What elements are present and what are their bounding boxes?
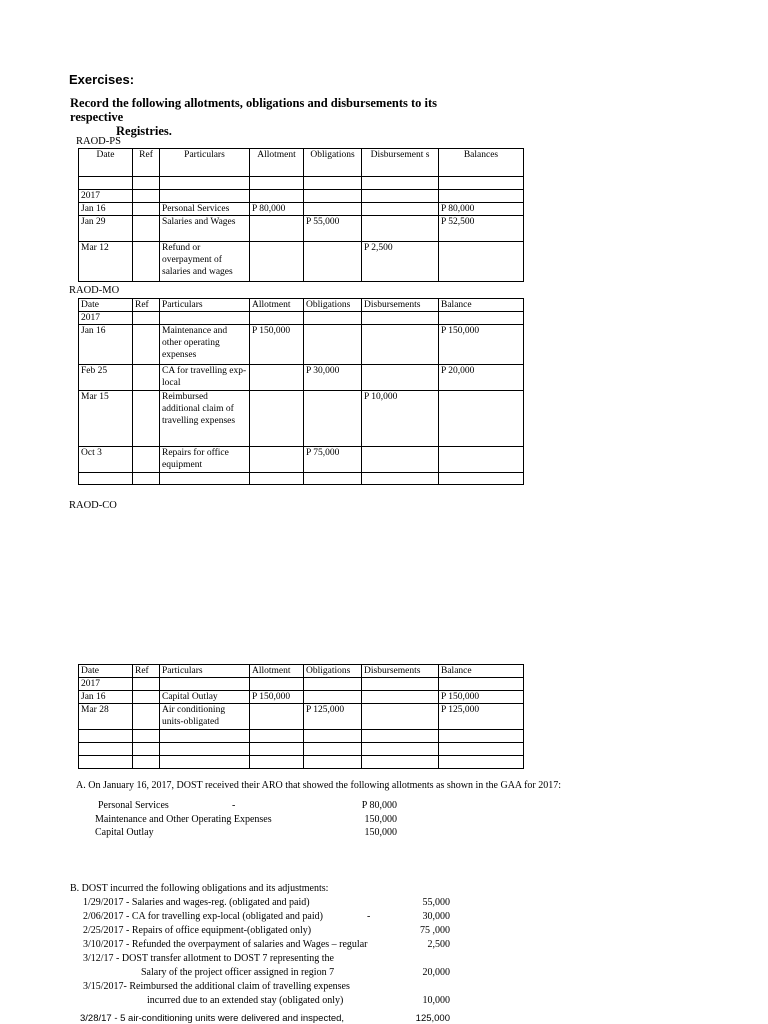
table-row: [79, 756, 524, 769]
allotment-label: Personal Services: [98, 800, 169, 811]
obligation-amount: 2,500: [427, 939, 450, 950]
allotment-amount: P 80,000: [361, 800, 397, 811]
table-row: [79, 177, 524, 190]
header-ref: Ref: [133, 299, 160, 312]
cell-obligations: [304, 391, 362, 447]
cell-ref: [133, 691, 160, 704]
table-row: [79, 312, 524, 325]
obligation-entry: 3/15/2017- Reimbursed the additional claim of travelling expenses: [83, 981, 350, 992]
cell-ref: [133, 216, 160, 242]
cell-date: 2017: [79, 312, 133, 325]
cell-date: [79, 756, 133, 769]
cell-allotment: [250, 743, 304, 756]
cell-obligations: [304, 325, 362, 365]
cell-obligations: [304, 190, 362, 203]
raod-mo-table: [78, 298, 524, 485]
header-obligations: Obligations: [304, 149, 362, 177]
cell-particulars: [160, 190, 250, 203]
table-row: [79, 730, 524, 743]
cell-disbursements: [362, 216, 439, 242]
header-balance: Balance: [439, 665, 524, 678]
obligation-entry: 2/06/2017 - CA for travelling exp-local (obligated and paid): [83, 911, 323, 922]
cell-disbursements: [362, 177, 439, 190]
instruction-line-2: Registries.: [116, 124, 172, 138]
cell-date: 2017: [79, 678, 133, 691]
cell-ref: [133, 312, 160, 325]
cell-date: Jan 16: [79, 203, 133, 216]
cell-balance: [439, 447, 524, 473]
cell-obligations: [304, 678, 362, 691]
cell-allotment: P 150,000: [250, 691, 304, 704]
cell-ref: [133, 203, 160, 216]
cell-date: Jan 29: [79, 216, 133, 242]
obligation-entry: 3/10/2017 - Refunded the overpayment of salaries and Wages – regular: [83, 939, 368, 950]
cell-allotment: [250, 216, 304, 242]
cell-ref: [133, 177, 160, 190]
cell-disbursements: P 10,000: [362, 391, 439, 447]
table-row: [79, 325, 524, 365]
cell-particulars: Maintenance and other operating expenses: [160, 325, 250, 365]
cell-disbursements: [362, 704, 439, 730]
cell-particulars: Reimbursed additional claim of travelling expenses: [160, 391, 250, 447]
cell-particulars: Repairs for office equipment: [160, 447, 250, 473]
cell-allotment: [250, 730, 304, 743]
header-disbursements: Disbursements: [362, 299, 439, 312]
cell-date: Jan 16: [79, 691, 133, 704]
table-row: [79, 203, 524, 216]
obligation-amount: 10,000: [422, 995, 450, 1006]
cell-balance: P 20,000: [439, 365, 524, 391]
header-disbursements: Disbursements: [362, 665, 439, 678]
cell-allotment: [250, 365, 304, 391]
cell-obligations: P 125,000: [304, 704, 362, 730]
cell-balance: [439, 190, 524, 203]
cell-disbursements: [362, 190, 439, 203]
cell-ref: [133, 678, 160, 691]
cell-allotment: [250, 447, 304, 473]
cell-particulars: Refund or overpayment of salaries and wages: [160, 242, 250, 282]
cell-obligations: [304, 756, 362, 769]
obligation-entry: 1/29/2017 - Salaries and wages-reg. (obligated and paid): [83, 897, 310, 908]
cell-disbursements: [362, 756, 439, 769]
cell-disbursements: [362, 730, 439, 743]
raod-ps-label: RAOD-PS: [76, 136, 121, 147]
cell-particulars: Air conditioning units-obligated: [160, 704, 250, 730]
cell-particulars: Personal Services: [160, 203, 250, 216]
table-row: [79, 365, 524, 391]
instruction-text: [70, 96, 490, 138]
cell-allotment: P 150,000: [250, 325, 304, 365]
obligation-dash: -: [367, 911, 371, 922]
header-ref: Ref: [133, 665, 160, 678]
cell-disbursements: [362, 743, 439, 756]
raod-co-label: RAOD-CO: [69, 500, 117, 511]
cell-allotment: [250, 312, 304, 325]
cell-balance: [439, 678, 524, 691]
cell-obligations: P 75,000: [304, 447, 362, 473]
cell-particulars: Salaries and Wages: [160, 216, 250, 242]
cell-balance: [439, 743, 524, 756]
table-row: [79, 190, 524, 203]
table-row: [79, 242, 524, 282]
cell-allotment: [250, 242, 304, 282]
cell-obligations: [304, 177, 362, 190]
cell-balance: [439, 730, 524, 743]
header-date: Date: [79, 149, 133, 177]
table-row: [79, 473, 524, 485]
cell-disbursements: [362, 325, 439, 365]
table-row: [79, 704, 524, 730]
cell-allotment: P 80,000: [250, 203, 304, 216]
header-obligations: Obligations: [304, 665, 362, 678]
obligation-amount: 20,000: [422, 967, 450, 978]
table-row: [79, 678, 524, 691]
header-disbursements: Disbursement s: [362, 149, 439, 177]
cell-balance: [439, 473, 524, 485]
cell-date: [79, 743, 133, 756]
cell-ref: [133, 743, 160, 756]
cell-particulars: [160, 730, 250, 743]
raod-ps-table: [78, 148, 524, 282]
table-row: [79, 216, 524, 242]
cell-ref: [133, 473, 160, 485]
cell-obligations: [304, 743, 362, 756]
cell-ref: [133, 242, 160, 282]
header-particulars: Particulars: [160, 299, 250, 312]
exercises-heading: Exercises:: [69, 72, 135, 87]
cell-balance: P 150,000: [439, 325, 524, 365]
table-row: [79, 691, 524, 704]
cell-particulars: Capital Outlay: [160, 691, 250, 704]
cell-particulars: [160, 177, 250, 190]
allotment-amount: 150,000: [364, 827, 397, 838]
section-b-text: B. DOST incurred the following obligations and its adjustments:: [70, 883, 329, 894]
cell-ref: [133, 756, 160, 769]
header-particulars: Particulars: [160, 149, 250, 177]
cell-particulars: [160, 743, 250, 756]
cell-particulars: [160, 312, 250, 325]
cell-date: 2017: [79, 190, 133, 203]
raod-mo-label: RAOD-MO: [69, 285, 120, 296]
cell-ref: [133, 190, 160, 203]
cell-balance: P 52,500: [439, 216, 524, 242]
obligation-entry-continued: incurred due to an extended stay (obligated only): [147, 995, 344, 1006]
cell-allotment: [250, 678, 304, 691]
allotment-dash: -: [232, 800, 236, 811]
cell-date: Mar 28: [79, 704, 133, 730]
obligation-entry: 3/12/17 - DOST transfer allotment to DOST 7 representing the: [83, 953, 334, 964]
section-a-text: A. On January 16, 2017, DOST received their ARO that showed the following allotments as shown in the GAA for 2017:: [76, 780, 562, 791]
table-row: [79, 391, 524, 447]
cell-balance: P 150,000: [439, 691, 524, 704]
cell-disbursements: P 2,500: [362, 242, 439, 282]
cell-date: [79, 473, 133, 485]
allotment-amount: 150,000: [364, 814, 397, 825]
header-date: Date: [79, 665, 133, 678]
instruction-line-1: Record the following allotments, obligations and disbursements to its respective: [70, 96, 438, 124]
cell-ref: [133, 325, 160, 365]
header-allotment: Allotment: [250, 299, 304, 312]
header-balance: Balance: [439, 299, 524, 312]
cell-disbursements: [362, 365, 439, 391]
obligation-entry: 2/25/2017 - Repairs of office equipment-(obligated only): [83, 925, 312, 936]
cell-balance: [439, 242, 524, 282]
cell-date: Oct 3: [79, 447, 133, 473]
table-row: [79, 743, 524, 756]
cell-disbursements: [362, 691, 439, 704]
cell-obligations: [304, 312, 362, 325]
obligation-entry-continued: Salary of the project officer assigned in region 7: [141, 967, 335, 978]
cell-balance: [439, 756, 524, 769]
cell-particulars: CA for travelling exp-local: [160, 365, 250, 391]
cell-allotment: [250, 473, 304, 485]
cell-disbursements: [362, 203, 439, 216]
table-row: [79, 447, 524, 473]
cell-disbursements: [362, 473, 439, 485]
cell-balance: P 80,000: [439, 203, 524, 216]
cell-date: Mar 15: [79, 391, 133, 447]
header-obligations: Obligations: [304, 299, 362, 312]
obligation-amount: 30,000: [422, 911, 450, 922]
cell-obligations: [304, 203, 362, 216]
cell-allotment: [250, 391, 304, 447]
header-particulars: Particulars: [160, 665, 250, 678]
allotment-label: Maintenance and Other Operating Expenses: [95, 814, 272, 825]
header-allotment: Allotment: [250, 149, 304, 177]
cell-date: Mar 12: [79, 242, 133, 282]
obligation-amount: 55,000: [422, 897, 450, 908]
header-allotment: Allotment: [250, 665, 304, 678]
header-date: Date: [79, 299, 133, 312]
allotment-label: Capital Outlay: [95, 827, 154, 838]
cell-particulars: [160, 756, 250, 769]
obligation-amount: 125,000: [415, 1013, 450, 1024]
cell-date: Jan 16: [79, 325, 133, 365]
cell-ref: [133, 730, 160, 743]
header-balances: Balances: [439, 149, 524, 177]
cell-balance: [439, 391, 524, 447]
cell-obligations: [304, 242, 362, 282]
obligation-amount: 75 ,000: [420, 925, 450, 936]
cell-ref: [133, 704, 160, 730]
cell-obligations: [304, 691, 362, 704]
cell-obligations: [304, 730, 362, 743]
cell-disbursements: [362, 312, 439, 325]
cell-particulars: [160, 678, 250, 691]
cell-allotment: [250, 704, 304, 730]
cell-obligations: P 55,000: [304, 216, 362, 242]
cell-date: Feb 25: [79, 365, 133, 391]
cell-ref: [133, 391, 160, 447]
cell-obligations: [304, 473, 362, 485]
raod-co-table: [78, 664, 524, 769]
cell-date: [79, 177, 133, 190]
header-ref: Ref: [133, 149, 160, 177]
cell-balance: P 125,000: [439, 704, 524, 730]
cell-ref: [133, 447, 160, 473]
cell-disbursements: [362, 678, 439, 691]
cell-obligations: P 30,000: [304, 365, 362, 391]
cell-allotment: [250, 756, 304, 769]
cell-ref: [133, 365, 160, 391]
cell-balance: [439, 177, 524, 190]
cell-allotment: [250, 177, 304, 190]
cell-disbursements: [362, 447, 439, 473]
cell-date: [79, 730, 133, 743]
cell-balance: [439, 312, 524, 325]
cell-particulars: [160, 473, 250, 485]
cell-allotment: [250, 190, 304, 203]
obligation-entry: 3/28/17 - 5 air-conditioning units were delivered and inspected,: [80, 1013, 345, 1024]
